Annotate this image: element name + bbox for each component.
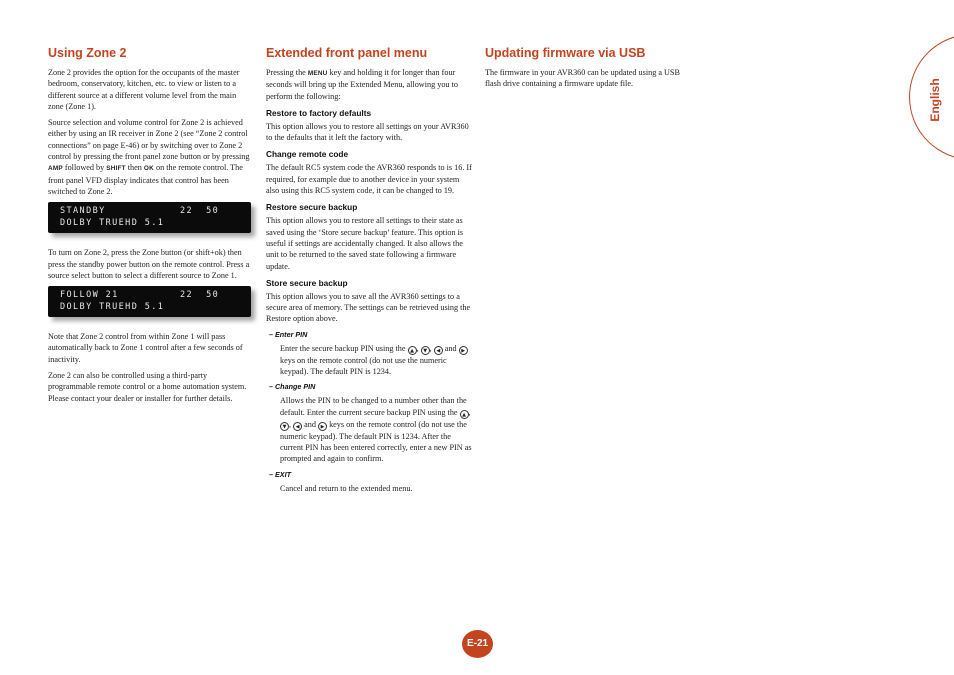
zone2-control-text: then <box>125 163 144 173</box>
extended-menu-section <box>266 46 472 499</box>
zone2-control-text: on the remote control. The front panel VFD display indicates that control has been switched to Zone 2. <box>48 163 243 196</box>
zone2-turn-on-text: To turn on Zone 2, press the Zone button (or shift+ok) then press the standby power button on the remote control. Press a source select button to select a different source to Zone 1. <box>48 248 250 280</box>
vfd-line2: DOLBY TRUEHD 5.1 <box>60 302 165 313</box>
enter-pin-label: – Enter PIN <box>269 329 308 339</box>
down-arrow-icon: ▼ <box>280 422 289 431</box>
firmware-section <box>485 46 685 95</box>
page-number: E-21 <box>462 630 493 658</box>
enter-pin-part: and <box>442 343 459 353</box>
up-arrow-icon: ▲ <box>408 346 417 355</box>
change-pin-part: keys on the remote control (do not use the numeric keypad). The default PIN is 1234. After the current PIN has been entered correctly, enter a new PIN as prompted and again to confirm. <box>280 419 472 464</box>
extended-menu-intro <box>266 67 472 102</box>
right-arrow-icon: ▶ <box>459 346 468 355</box>
exit-label: – EXIT <box>269 469 291 479</box>
language-label-text: English <box>928 78 942 122</box>
zone2-note: Note that Zone 2 control from within Zone 1 will pass automatically back to Zone 1 control after a few seconds of inactivity. <box>48 332 243 364</box>
left-arrow-icon: ◀ <box>293 422 302 431</box>
ok-key-label: OK <box>143 165 154 173</box>
change-remote-code-text: The default RC5 system code the AVR360 responds to is 16. If required, for example due to another device in your system also using this RC5 system code, it can be changed to 19. <box>266 163 472 196</box>
language-label <box>928 75 942 125</box>
restore-secure-backup-title: Restore secure backup <box>266 202 358 213</box>
down-arrow-icon: ▼ <box>421 346 430 355</box>
change-pin-part: and <box>302 419 319 429</box>
amp-key-label: AMP <box>48 165 63 173</box>
store-secure-backup-text: This option allows you to save all the AVR360 settings to a secure area of memory. The settings can be retrieved using the Restore option above. <box>266 291 471 324</box>
restore-factory-title: Restore to factory defaults <box>266 107 372 118</box>
menu-key-label: MENU <box>307 70 328 77</box>
restore-factory-text: This option allows you to restore all settings on your AVR360 to the defaults that it left the factory with. <box>266 121 469 143</box>
up-arrow-icon: ▲ <box>460 410 469 419</box>
zone2-third-party: Zone 2 can also be controlled using a third-party programmable remote control or a home automation system. Please contact your dealer or installer for further details. <box>48 371 247 403</box>
vfd-line1-left: FOLLOW 21 <box>60 290 119 301</box>
zone2-section <box>48 46 253 409</box>
firmware-text: The firmware in your AVR360 can be updated using a USB flash drive containing a firmware update file. <box>485 68 680 89</box>
zone2-heading: Using Zone 2 <box>48 46 127 60</box>
change-pin-label: – Change PIN <box>269 382 316 392</box>
vfd-line1-right: 22 50 <box>180 290 220 301</box>
store-secure-backup-title: Store secure backup <box>266 277 348 288</box>
vfd-display-standby <box>48 202 251 233</box>
exit-text: Cancel and return to the extended menu. <box>280 483 413 493</box>
enter-pin-part: keys on the remote control (do not use the numeric keypad). The default PIN is 1234. <box>280 355 447 377</box>
intro-text: key and holding it for longer than four seconds will bring up the Extended Menu, allowing you to perform the following: <box>266 68 458 101</box>
zone2-control-text: followed by <box>62 163 107 173</box>
change-remote-code-title: Change remote code <box>266 149 349 160</box>
vfd-line2: DOLBY TRUEHD 5.1 <box>60 218 165 229</box>
left-arrow-icon: ◀ <box>434 346 443 355</box>
enter-pin-text: Enter the secure backup PIN using the ▲ , ▼ , ◀ and ▶ keys on the remote control (do not use the numeric keypad). The default PIN is 1234. <box>280 343 472 378</box>
shift-key-label: SHIFT <box>106 165 126 173</box>
restore-secure-backup-text: This option allows you to restore all settings to their state as saved using the ‘Store secure backup’ feature. This option is useful if settings are accidentally changed. It also allows the unit to be returned to the saved state following a firmware update. <box>266 216 464 271</box>
vfd-line1-right: 22 50 <box>180 206 220 217</box>
right-arrow-icon: ▶ <box>318 422 327 431</box>
intro-text: Pressing the <box>266 68 308 77</box>
zone2-control-text: Source selection and volume control for Zone 2 is achieved either by using an IR receiver in Zone 2 (see “Zone 2 control connections” on page E-46) or by switching over to Zone 2 control by pressing the front panel zone button or by pressing <box>48 118 250 162</box>
firmware-heading: Updating firmware via USB <box>485 46 646 60</box>
vfd-display-follow <box>48 286 251 317</box>
zone2-control-paragraph <box>48 117 253 197</box>
change-pin-text: Allows the PIN to be changed to a number other than the default. Enter the current secure backup PIN using the ▲ , ▼ , ◀ and ▶ keys on the remote control (do not use the numeric keypad). The default PIN is 1234. After the current PIN has been entered correctly, enter a new PIN as prompted and again to confirm. <box>280 396 472 464</box>
change-pin-part: Allows the PIN to be changed to a number other than the default. Enter the current secure backup PIN using the <box>280 396 467 417</box>
vfd-line1-left: STANDBY <box>60 206 106 217</box>
zone2-intro: Zone 2 provides the option for the occupants of the master bedroom, conservatory, kitchen, etc. to view or listen to a different source at a different volume level from the main zone (Zone 1). <box>48 68 240 111</box>
enter-pin-part: Enter the secure backup PIN using the <box>280 343 408 353</box>
extended-menu-heading: Extended front panel menu <box>266 46 428 60</box>
